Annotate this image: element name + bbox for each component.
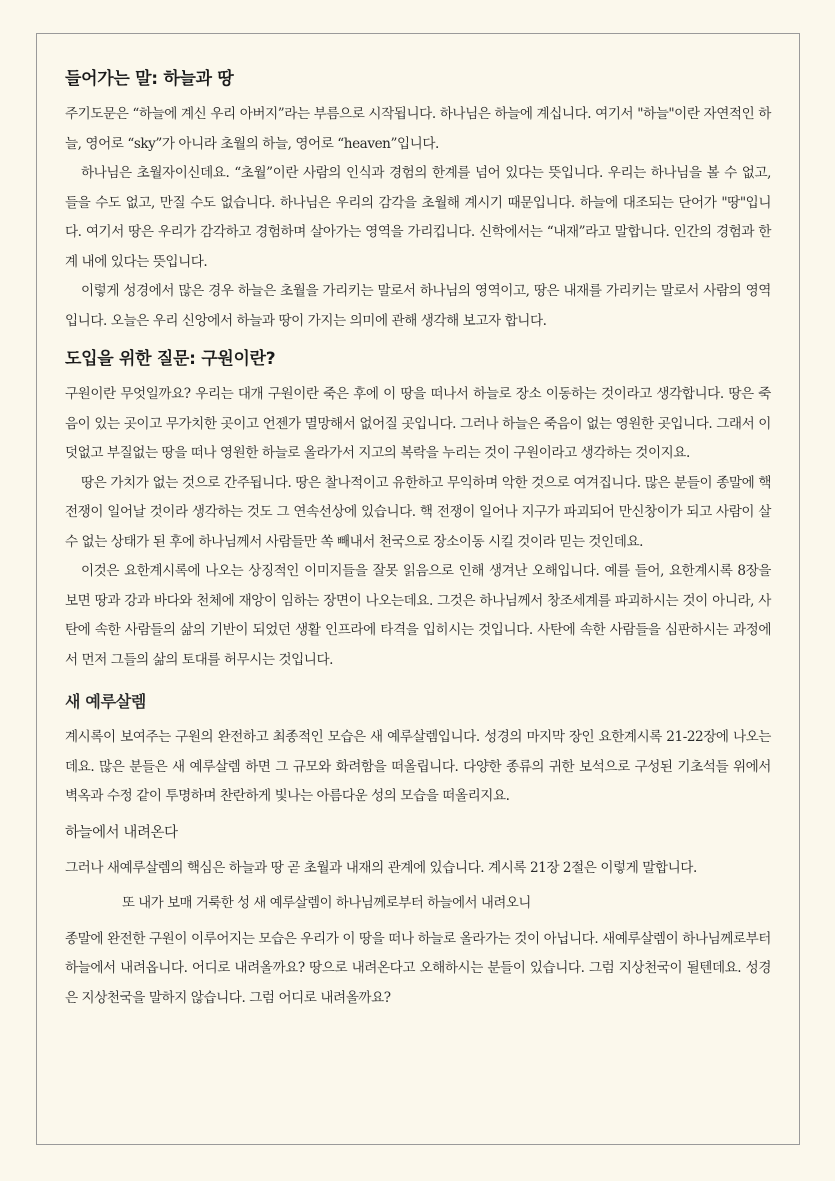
- paragraph: 종말에 완전한 구원이 이루어지는 모습은 우리가 이 땅을 떠나 하늘로 올라가는 것이 아닙니다. 새예루살렘이 하나님께로부터 하늘에서 내려옵니다. 어디로 내려올까요? 땅으로 내려온다고 오해하시는 분들이 있습니다. 그럼 지상천국이 될텐데요. 성경은 지상천국을 말하지 않습니다. 그럼 어디로 내려올까요?: [65, 930, 771, 1006]
- paragraph: 주기도문은 “하늘에 계신 우리 아버지”라는 부름으로 시작됩니다. 하나님은 하늘에 계십니다. 여기서 "하늘"이란 자연적인 하늘, 영어로 “sky”가 아니라 초월의 하늘, 영어로 “heaven”입니다.: [65, 106, 771, 152]
- scripture-quote: 또 내가 보매 거룩한 성 새 예루살렘이 하나님께로부터 하늘에서 내려오니: [122, 896, 531, 911]
- section-heading-intro: 들어가는 말: 하늘과 땅: [65, 69, 234, 89]
- paragraph: 이렇게 성경에서 많은 경우 하늘은 초월을 가리키는 말로서 하나님의 영역이고, 땅은 내재를 가리키는 말로서 사람의 영역입니다. 오늘은 우리 신앙에서 하늘과 땅이 가지는 의미에 관해 생각해 보고자 합니다.: [65, 283, 771, 329]
- paragraph: 구원이란 무엇일까요? 우리는 대개 구원이란 죽은 후에 이 땅을 떠나서 하늘로 장소 이동하는 것이라고 생각합니다. 땅은 죽음이 있는 곳이고 무가치한 곳이고 언젠가 멸망해서 없어질 곳입니다. 그러나 하늘은 죽음이 없는 영원한 곳입니다. 그래서 이 덧없고 부질없는 땅을 떠나 영원한 하늘로 올라가서 지고의 복락을 누리는 것이 구원이라고 생각하는 것이지요.: [65, 386, 771, 461]
- paragraph: 하나님은 초월자이신데요. “초월”이란 사람의 인식과 경험의 한계를 넘어 있다는 뜻입니다. 우리는 하나님을 볼 수 없고, 들을 수도 없고, 만질 수도 없습니다. 하나님은 우리의 감각을 초월해 계시기 때문입니다. 하늘에 대조되는 단어가 "땅"입니다. 여기서 땅은 우리가 감각하고 경험하며 살아가는 영역을 가리킵니다. 신학에서는 “내재”라고 말합니다. 인간의 경험과 한계 내에 있다는 뜻입니다.: [65, 165, 771, 270]
- paragraph: 계시록이 보여주는 구원의 완전하고 최종적인 모습은 새 예루살렘입니다. 성경의 마지막 장인 요한계시록 21-22장에 나오는데요. 많은 분들은 새 예루살렘 하면 그 규모와 화려함을 떠올립니다. 다양한 종류의 귀한 보석으로 구성된 기초석들 위에서 벽옥과 수정 같이 투명하며 찬란하게 빛나는 아름다운 성의 모습을 떠올리지요.: [65, 729, 771, 804]
- document-body: [65, 64, 771, 1013]
- section-new-jerusalem: [65, 687, 771, 812]
- paragraph: 그러나 새예루살렘의 핵심은 하늘과 땅 곧 초월과 내재의 관계에 있습니다. 계시록 21장 2절은 이렇게 말합니다.: [65, 859, 697, 876]
- section-intro: [65, 64, 771, 336]
- page-frame: [36, 33, 800, 1145]
- paragraph: 이것은 요한계시록에 나오는 상징적인 이미지들을 잘못 읽음으로 인해 생겨난 오해입니다. 예를 들어, 요한계시록 8장을 보면 땅과 강과 바다와 천체에 재앙이 임하는 장면이 나오는데요. 그것은 하나님께서 창조세계를 파괴하시는 것이 아니라, 사탄에 속한 사람들의 삶의 기반이 되었던 생활 인프라에 타격을 입히시는 것입니다. 사탄에 속한 사람들을 심판하시는 과정에서 먼저 그들의 삶의 토대를 허무시는 것입니다.: [65, 563, 771, 668]
- section-descending: [65, 818, 771, 1014]
- paragraph: 땅은 가치가 없는 것으로 간주됩니다. 땅은 찰나적이고 유한하고 무익하며 악한 것으로 여겨집니다. 많은 분들이 종말에 핵 전쟁이 일어날 것이라 생각하는 것도 그 연속선상에 있습니다. 핵 전쟁이 일어나 지구가 파괴되어 만신창이가 되고 사람이 살 수 없는 상태가 된 후에 하나님께서 사람들만 쏙 빼내서 천국으로 장소이동 시킬 것이라 믿는 것인데요.: [65, 474, 771, 550]
- section-heading-question: 도입을 위한 질문: 구원이란?: [65, 349, 276, 369]
- section-heading-descending: 하늘에서 내려온다: [65, 824, 178, 841]
- section-question: [65, 344, 771, 675]
- section-heading-new-jerusalem: 새 예루살렘: [65, 692, 147, 711]
